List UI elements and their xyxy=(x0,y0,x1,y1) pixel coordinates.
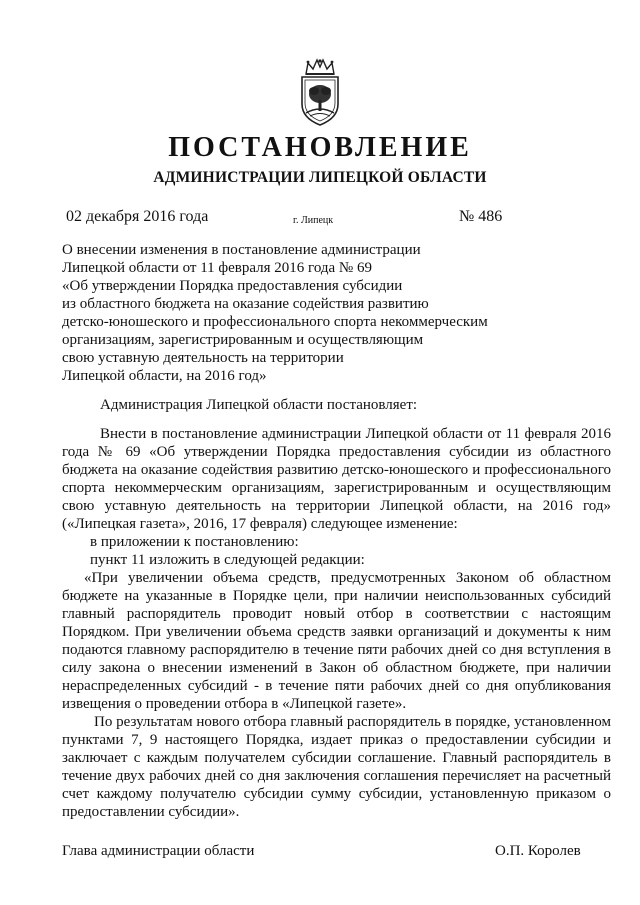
signature-position: Глава администрации области xyxy=(62,843,255,859)
document-title: ПОСТАНОВЛЕНИЕ xyxy=(168,132,472,163)
body-paragraph: Внести в постановление администрации Липецкой области от 11 февраля 2016 года № 69 «Об утверждении Порядка предоставления субсидии из областного бюджета на оказание содействия развитию детско-юношеского и профессионального спорта некоммерческим организациям, зарегистрированным и осуществляющим свою уставную деятельность на территории Липецкой области, на 2016 год» («Липецкая газета», 2016, 17 февраля) следующее изменение: xyxy=(62,426,611,532)
heading-line: Липецкой области, на 2016 год» xyxy=(62,368,267,384)
heading-line: О внесении изменения в постановление администрации xyxy=(62,242,421,258)
preamble: Администрация Липецкой области постановляет: xyxy=(100,397,418,413)
heading-line: детско-юношеского и профессионального спорта некоммерческим xyxy=(62,314,488,330)
heading-line: Липецкой области от 11 февраля 2016 года № 69 xyxy=(62,260,372,276)
heading-line: из областного бюджета на оказание содействия развитию xyxy=(62,296,429,312)
heading-line: организациям, зарегистрированным и осуществляющим xyxy=(62,332,424,348)
coat-of-arms-icon xyxy=(292,58,348,128)
heading-line: «Об утверждении Порядка предоставления субсидии xyxy=(62,278,403,294)
body-paragraph: в приложении к постановлению: xyxy=(90,534,299,550)
signature-name: О.П. Королев xyxy=(495,843,581,859)
heading-line: свою уставную деятельность на территории xyxy=(62,350,344,366)
document-body xyxy=(62,425,611,821)
document-city: г. Липецк xyxy=(293,215,334,226)
body-paragraph: «При увеличении объема средств, предусмотренных Законом об областном бюджете на указанные в Порядке цели, при наличии неиспользованных субсидий главный распорядитель проводит новый отбор в соответствии с настоящим Порядком. При увеличении объема средств заявки организаций и документы к ним подаются главному распорядителю в течение пяти рабочих дней со дня вступления в силу закона о внесении изменений в Закон об областном бюджете, при наличии нераспределенных субсидий - в течение пяти рабочих дней со дня опубликования извещения о проведении отбора в «Липецкой газете». xyxy=(62,570,611,712)
document-heading xyxy=(62,241,488,385)
document-date: 02 декабря 2016 года xyxy=(66,208,209,225)
body-paragraph: пункт 11 изложить в следующей редакции: xyxy=(90,552,365,568)
document-number: № 486 xyxy=(459,208,503,225)
body-paragraph: По результатам нового отбора главный распорядитель в порядке, установленном пунктами 7, 9 настоящего Порядка, издает приказ о предоставлении субсидии и заключает с каждым получателем субсидии соглашение. Главный распорядитель в течение двух рабочих дней со дня заключения соглашения перечисляет на расчетный счет каждому получателю субсидии сумму субсидии, установленную приказом о предоставлении субсидии». xyxy=(62,714,611,820)
document-subtitle: АДМИНИСТРАЦИИ ЛИПЕЦКОЙ ОБЛАСТИ xyxy=(153,169,487,186)
